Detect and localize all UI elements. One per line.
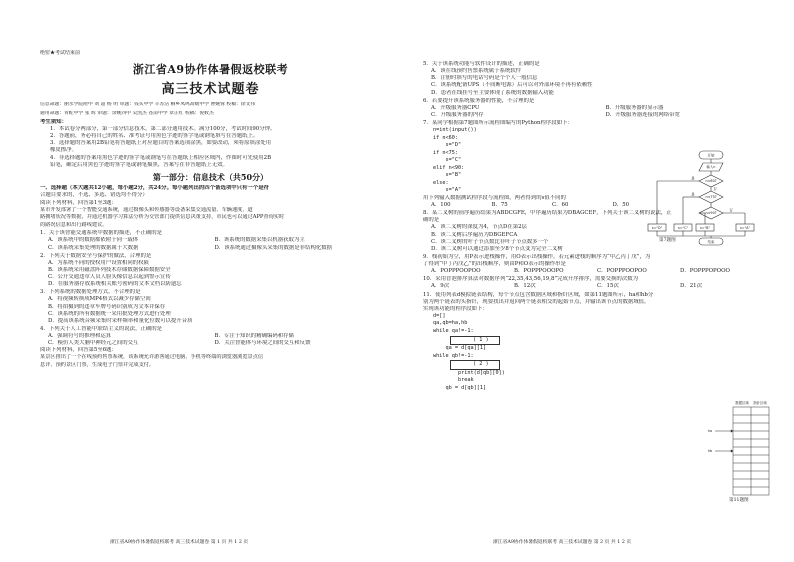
question-4 (40, 326, 381, 347)
exam-page-2 (397, 0, 794, 562)
code-line: n=int(input()) (433, 127, 477, 134)
passage-line: 息详、预约景区门票，生成电子门票并完成支付。 (40, 361, 155, 368)
option-c: C．公开交通违章人员人脸头像信息以起到警示宣传 (48, 274, 171, 281)
note-item: 铅笔，确定后用黑色字迹的签字笔或钢笔描黑，答案写在非答题纸上无效。 (50, 161, 228, 168)
passage-line: 路拥堵状况等数据，并通过机器学习算法分析为交管部门提供信息决策支持，市民也可以通过APP查询实时 (40, 214, 285, 221)
code-line: s="A" (433, 187, 462, 194)
code-line (433, 360, 780, 370)
head-pointer-ha: ha (707, 429, 713, 433)
question-stem-cont: 别为两个链表的头指针，现要找出并返回两个链表相交的起始节点，并输出该节点的数据域值。 (423, 298, 650, 305)
question-3 (40, 289, 381, 325)
option-d: D．50 (612, 202, 630, 209)
option-a: A．POPPPOOPOO (431, 268, 481, 275)
figure-7-caption: 第7题图 (659, 238, 676, 243)
question-5 (423, 61, 780, 97)
table-header-data: 数据区域 (735, 401, 749, 405)
question-stem-cont: 确的是 (423, 217, 440, 224)
option-c: C．15次 (597, 283, 619, 290)
code-line: qa = d[qa][1] (433, 345, 487, 352)
reading-intro-2: 阅读下列材料，回答第5至6题： (40, 347, 117, 354)
exam-title: 浙江省A9协作体暑假返校联考 (132, 62, 289, 76)
code-line: print(d[qb][0]) (433, 369, 505, 376)
option-d: D．21次 (680, 283, 702, 290)
option-c: C．升级服务器的内存 (431, 111, 484, 118)
notes-title: 考生须知： (40, 118, 67, 125)
figure-11-caption: 第11题图 (729, 498, 749, 503)
option-c: C．该系统的所有数据统一采用批处理方式进行处理 (48, 310, 171, 317)
note-item: 1．本试卷分两部分，第一部分信息技术，第二部分通用技术。满分100分，考试时间90分钟。 (50, 126, 276, 133)
flow-assign-c-label: s="C" (677, 225, 689, 230)
flow-start-label: 开始 (707, 153, 715, 158)
option-b: B．该系统采用磁盘阵列技术存储数据保障数据安全 (48, 266, 171, 273)
secret-label: 绝密★考试结束前 (40, 50, 81, 56)
option-d: D．POPPPOPOOO (680, 268, 730, 275)
flow-yes-label: 是 (691, 192, 695, 197)
linked-list-figure-11 (702, 400, 772, 498)
note-item: 4．非选择题的答案用黑色字迹的签字笔或钢笔写在答题纸上相应区域内，作图时可先使用2B (50, 154, 272, 161)
option-a: A．该在线预约售票系统属于系统软件 (431, 68, 522, 75)
flow-yes-label: 是 (691, 176, 695, 181)
option-a: A．将视频转换成MP4格式以减少存储空间 (48, 296, 151, 303)
section1-header-cont: 合题目要求的，不选、多选、错选均不得分） (40, 192, 148, 199)
code-line: s="D" (433, 142, 462, 149)
note-item: 橡皮擦净。 (50, 147, 77, 154)
option-d: D．该二叉树可以通过添加至少8个节点变为完全二叉树 (431, 245, 563, 252)
flow-no-label: 否 (729, 208, 733, 213)
question-6 (423, 98, 780, 119)
question-stem-cont: 实现该功能的程序段如下： (423, 305, 488, 312)
option-a: A．该二叉树的深度为4，节点D在第2层 (431, 224, 527, 231)
passage-1 (40, 207, 381, 230)
option-b: B．该系统的数据采集以机器获取为主 (214, 237, 305, 244)
option-a: A．该系统中的数据都依附于同一载体 (48, 237, 139, 244)
option-b: B．将拍摄到的违章车牌号码识别成为文本并保存 (48, 303, 166, 310)
question-stem: 2．下列关于数据安全与保护的做法，合理的是 (40, 252, 152, 259)
option-d: D．该系统通过摄像头采集的数据是非结构化数据 (214, 244, 333, 251)
option-c: C．该系统配备UPS（不间断电源）后可以对外部环境不再有依赖性 (431, 82, 593, 89)
passage-2 (40, 354, 381, 369)
notes-list (40, 126, 381, 169)
option-b: B．注册时填写的电话号码是个个人一般信息 (431, 75, 538, 82)
option-c: C．该系统采集处理的数据属于大数据 (48, 244, 139, 251)
code-line: else: (433, 179, 449, 186)
option-c: C．该二叉树的叶子节点数比非叶子节点数多一个 (431, 238, 549, 245)
question-stem-cont: 了得到“甲丁丙戊乙”的出栈顺序，则由P和O表示的操作串是 (423, 261, 566, 268)
table-header-pointer: 指针区域 (753, 401, 767, 405)
author-info-1: 信息命题：丽水学院附中 刘 超 杨 明 审题：钱头中学 辛苏洁 桐乡凤鸣高级中学 曹婉蓉 校稿：徐文伟 (40, 102, 256, 108)
note-item: 2．答题前，务必将自己的姓名、准考证号用黑色字迹的签字笔或钢笔填写在答题纸上。 (50, 133, 259, 140)
question-stem: 6．若要提升该系统服务器的性能，不合理的是 (423, 97, 535, 104)
note-item: 3．选择题的答案用2B铅笔将答题纸上对应题目的答案选项涂黑，如要改动，须将原填涂处用 (50, 140, 272, 147)
question-stem: 5．关于该系统功能与软件设计的描述，正确的是 (423, 61, 540, 67)
option-a: A．升级服务器CPU (431, 104, 480, 111)
code-line: qa,qb=ha,hb (433, 320, 468, 327)
option-a: A．9次 (431, 283, 450, 290)
option-d: D．在服务器存放系统相关账号密码的文本文档以防遗忘 (48, 281, 182, 288)
page-footer: 浙江省A9协作体暑假返校联考 高三技术试题卷 第 1 页 共 1 2 页 (110, 539, 249, 545)
option-c: C．模仿人类大脑中神经元之间的交互 (48, 340, 139, 347)
option-b: B．升级服务器的显示器 (605, 104, 664, 111)
passage-line: 某市开发部署了一个智能交通系统，通过摄像头和传感器等设备采集交通流量、车辆速度、道 (40, 206, 253, 213)
question-stem: 1．关于该智能交通系统中数据的描述，不正确的是 (40, 230, 163, 237)
question-1 (40, 230, 381, 251)
flow-assign-b-label: s="B" (699, 225, 711, 230)
option-d: D．升级服务器连接的网络带宽 (605, 111, 680, 118)
question-stem: 11．使用列表d模拟链表结构，每个节点包含数据区域和指针区域，如第11题图所示，ha和hb分 (423, 291, 654, 298)
option-b: B．POPPPOOOPO (514, 268, 564, 275)
reading-intro-1: 阅读下列材料，回答第1至3题： (40, 199, 117, 206)
blank-2-box: ( 2 ) (450, 360, 500, 370)
question-stem: 3．下列系统的数据处理方式，不合理的是 (40, 289, 141, 296)
code-line: while qa!=-1: (433, 327, 474, 334)
flow-no-label: 否 (713, 187, 717, 191)
option-b: B．12次 (514, 283, 536, 290)
code-line: break (433, 377, 474, 384)
question-2 (40, 253, 381, 289)
option-c: C．POPPPOOPOO (597, 268, 647, 275)
paper-title: 高三技术试题卷 (161, 82, 260, 98)
question-stem: 10．采用冒泡排序算法对数据序列“22,35,43,56,19,8”完成升序排序，需要交换的次数为 (423, 276, 638, 283)
flow-assign-d-label: s="D" (651, 225, 663, 230)
passage-line: 的路况信息和出行路线建议。 (40, 221, 108, 228)
head-pointer-hb: hb (707, 449, 713, 453)
option-b: B．75 (491, 202, 508, 209)
option-a: A．强调符号的推理和运算 (48, 333, 112, 340)
option-a: A．为系统不同的授权用户设置相同的权限 (48, 259, 149, 266)
code-line (433, 336, 780, 346)
question-10 (423, 276, 780, 290)
flow-end-label: 结束 (707, 239, 715, 244)
passage-line: 某景区推出了一个在线预约售票系统，该系统允许游客通过电脑、手机等终端的浏览器浏览景点信 (40, 354, 264, 361)
code-line: while qb!=-1: (433, 352, 474, 359)
code-line: s="C" (433, 157, 462, 164)
code-line: if n<60: (433, 134, 458, 141)
flow-decision-1-label: n<60? (705, 179, 717, 184)
option-a: A．100 (431, 202, 451, 209)
flow-assign-a-label: s="A" (739, 225, 751, 230)
option-b: B．该二叉树后序遍历为DBGEFCA (431, 231, 518, 238)
flowchart-figure-7 (647, 150, 777, 246)
question-stem: 8．某二叉树的前序遍历结果为ABDCGFE，中序遍历结果为DBAGCEF，下列关于该二叉树的说法，正 (423, 210, 672, 217)
question-9 (423, 254, 780, 275)
question-stem: 7．某同学根据第7题图所示流程图编写的Python程序段如下： (423, 120, 573, 126)
page-footer: 浙江省A9协作体暑假返校联考 高三技术试题卷 第 2 页 共 1 2 页 (493, 539, 632, 545)
code-block-q11 (423, 313, 780, 392)
section1-header: 一、选择题（本大题共12小题，每小题2分，共24分。每小题列出的四个备选项中只有一个是符 (40, 185, 269, 192)
code-line: elif n<90: (433, 164, 465, 171)
question-11 (423, 292, 780, 393)
question-stem: 9．栈初始为空，用P表示进栈操作，用O表示出栈操作，若元素进栈的顺序为“甲乙丙丁戊”，为 (423, 253, 651, 260)
option-d: D．患者在线挂号至主要体现了系统的数据输入功能 (431, 89, 554, 96)
option-b: B．专注于知识的精确编码和存储 (214, 333, 294, 340)
author-info-2: 通用命题：青蛇中学 张 辉 审题：余姚四中 吴凯杰 苍南中学 章正红 校稿：倪攸杰 (40, 110, 214, 116)
question-stem: 4．下列关于人工智能中联结主义的说法，正确的是 (40, 325, 163, 332)
blank-1-box: ( 1 ) (450, 336, 500, 346)
flow-input-label: 输入n (706, 165, 716, 170)
option-c: C．60 (552, 202, 569, 209)
question-ask: 用下列输入数据测试程序段与流程图，两者得到的s值不同的 (423, 194, 566, 201)
option-d: D．提高该系统音频采集时采样频率和量化位数可以提升音质 (48, 317, 193, 324)
code-line: qb = d[qb][1] (433, 384, 487, 391)
flow-decision-2-label: n<75? (705, 195, 717, 200)
code-line: if n<75: (433, 149, 458, 156)
code-line: s="B" (433, 172, 462, 179)
option-d: D．关注智能体与环境之间的交互和反馈 (214, 340, 311, 347)
code-line: d=[] (433, 312, 446, 319)
part1-title: 第一部分：信息技术（共50分） (152, 171, 269, 182)
flow-decision-3-label: n<90? (705, 211, 717, 216)
